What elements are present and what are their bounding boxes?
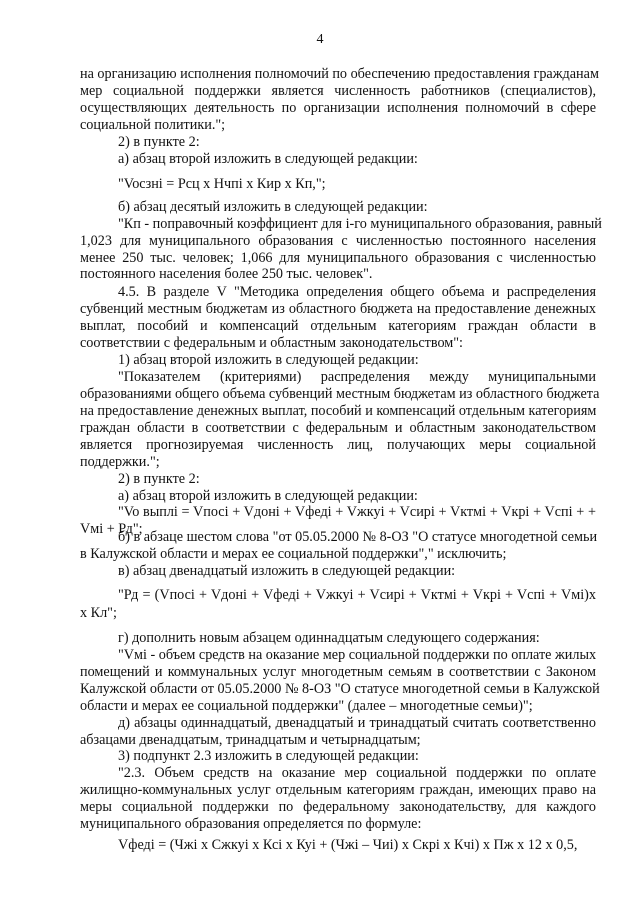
text-line: менее 250 тыс. человек; 1,066 для муниципального образования с численностью bbox=[80, 250, 596, 266]
text-line: помещений и коммунальных услуг многодетным семьям в соответствии с Законом bbox=[80, 664, 596, 680]
text-line: постоянного населения более 250 тыс. человек". bbox=[80, 266, 373, 282]
text-line: соответствии с федеральным и областным законодательством": bbox=[80, 335, 463, 351]
text-line: в) абзац двенадцатый изложить в следующей редакции: bbox=[118, 563, 456, 579]
text-line: г) дополнить новым абзацем одиннадцатым следующего содержания: bbox=[118, 630, 540, 646]
text-line: д) абзацы одиннадцатый, двенадцатый и тринадцатый считать соответственно bbox=[118, 715, 596, 731]
text-line: осуществляющих деятельность по организации исполнения полномочий в сфере bbox=[80, 100, 596, 116]
text-line: 1,023 для муниципального образования с численностью постоянного населения bbox=[80, 233, 596, 249]
text-line: 3) подпункт 2.3 изложить в следующей редакции: bbox=[118, 748, 419, 764]
text-line: на организацию исполнения полномочий по обеспечению предоставления гражданам bbox=[80, 66, 599, 82]
text-line: "Показателем (критериями) распределения между муниципальными bbox=[118, 369, 596, 385]
text-line: "Кп - поправочный коэффициент для i-го муниципального образования, равный bbox=[118, 216, 602, 232]
text-line: Калужской области от 05.05.2000 № 8-ОЗ "О статусе многодетной семьи в Калужской bbox=[80, 681, 600, 697]
text-line: поддержки."; bbox=[80, 454, 160, 470]
text-line: 4.5. В разделе V "Методика определения общего объема и распределения bbox=[118, 284, 596, 300]
text-line: х Кл"; bbox=[80, 605, 117, 621]
text-line: граждан области в соответствии с федеральным и областным законодательством bbox=[80, 420, 596, 436]
text-line: 1) абзац второй изложить в следующей редакции: bbox=[118, 352, 419, 368]
text-line: 2) в пункте 2: bbox=[118, 471, 200, 487]
text-line: образованиями общего объема субвенций местным бюджетам из областного бюджета bbox=[80, 386, 600, 402]
text-line: меры социальной поддержки по федеральному законодательству, для каждого bbox=[80, 799, 596, 815]
text-line: "Vocзнi = Рсц х Нчпi х Кир х Кп,"; bbox=[118, 176, 326, 192]
text-line: 2) в пункте 2: bbox=[118, 134, 200, 150]
text-line: "Vмi - объем средств на оказание мер социальной поддержки по оплате жилых bbox=[118, 647, 597, 663]
text-line: Vмi + Рд"; bbox=[80, 521, 143, 537]
text-line: а) абзац второй изложить в следующей редакции: bbox=[118, 151, 418, 167]
text-line: муниципального образования определяется по формуле: bbox=[80, 816, 422, 832]
text-line: в Калужской области и мерах ее социальной поддержки"," исключить; bbox=[80, 546, 507, 562]
text-line: субвенций местным бюджетам из областного бюджета на предоставление денежных bbox=[80, 301, 596, 317]
text-line: области и мерах ее социальной поддержки" (далее – многодетные семьи)"; bbox=[80, 698, 533, 714]
page-number: 4 bbox=[316, 32, 324, 47]
text-line: является прогнозируемая численность лиц, получающих меры социальной bbox=[80, 437, 596, 453]
text-line: выплат, пособий и компенсаций отдельным категориям граждан области в bbox=[80, 318, 596, 334]
text-line: "Vo выплi = Vпосi + Vдонi + Vфедi + Vжкуi + Vсирi + Vктмi + Vкрi + Vспi + + bbox=[118, 504, 596, 520]
text-line: на предоставление денежных выплат, пособий и компенсаций отдельным категориям bbox=[80, 403, 597, 419]
text-line: б) абзац десятый изложить в следующей редакции: bbox=[118, 199, 428, 215]
text-line: мер социальной поддержки является численность работников (специалистов), bbox=[80, 83, 596, 99]
text-line: б) в абзаце шестом слова "от 05.05.2000 № 8-ОЗ "О статусе многодетной семьи bbox=[118, 529, 598, 545]
text-line: абзацами двенадцатым, тринадцатым и четырнадцатым; bbox=[80, 732, 421, 748]
text-line: социальной политики."; bbox=[80, 117, 226, 133]
text-line: а) абзац второй изложить в следующей редакции: bbox=[118, 488, 418, 504]
text-line: жилищно-коммунальных услуг отдельным категориям граждан, имеющих право на bbox=[80, 782, 596, 798]
text-line: "2.3. Объем средств на оказание мер социальной поддержки по оплате bbox=[118, 765, 596, 781]
text-line: Vфедi = (Чжi х Сжкуi х Ксi х Куi + (Чжi – Чиi) х Скрi х Кчi) х Пж х 12 х 0,5, bbox=[118, 837, 578, 853]
text-line: "Рд = (Vпосi + Vдонi + Vфедi + Vжкуi + Vсирi + Vктмi + Vкрi + Vспi + Vмi)х bbox=[118, 587, 596, 603]
